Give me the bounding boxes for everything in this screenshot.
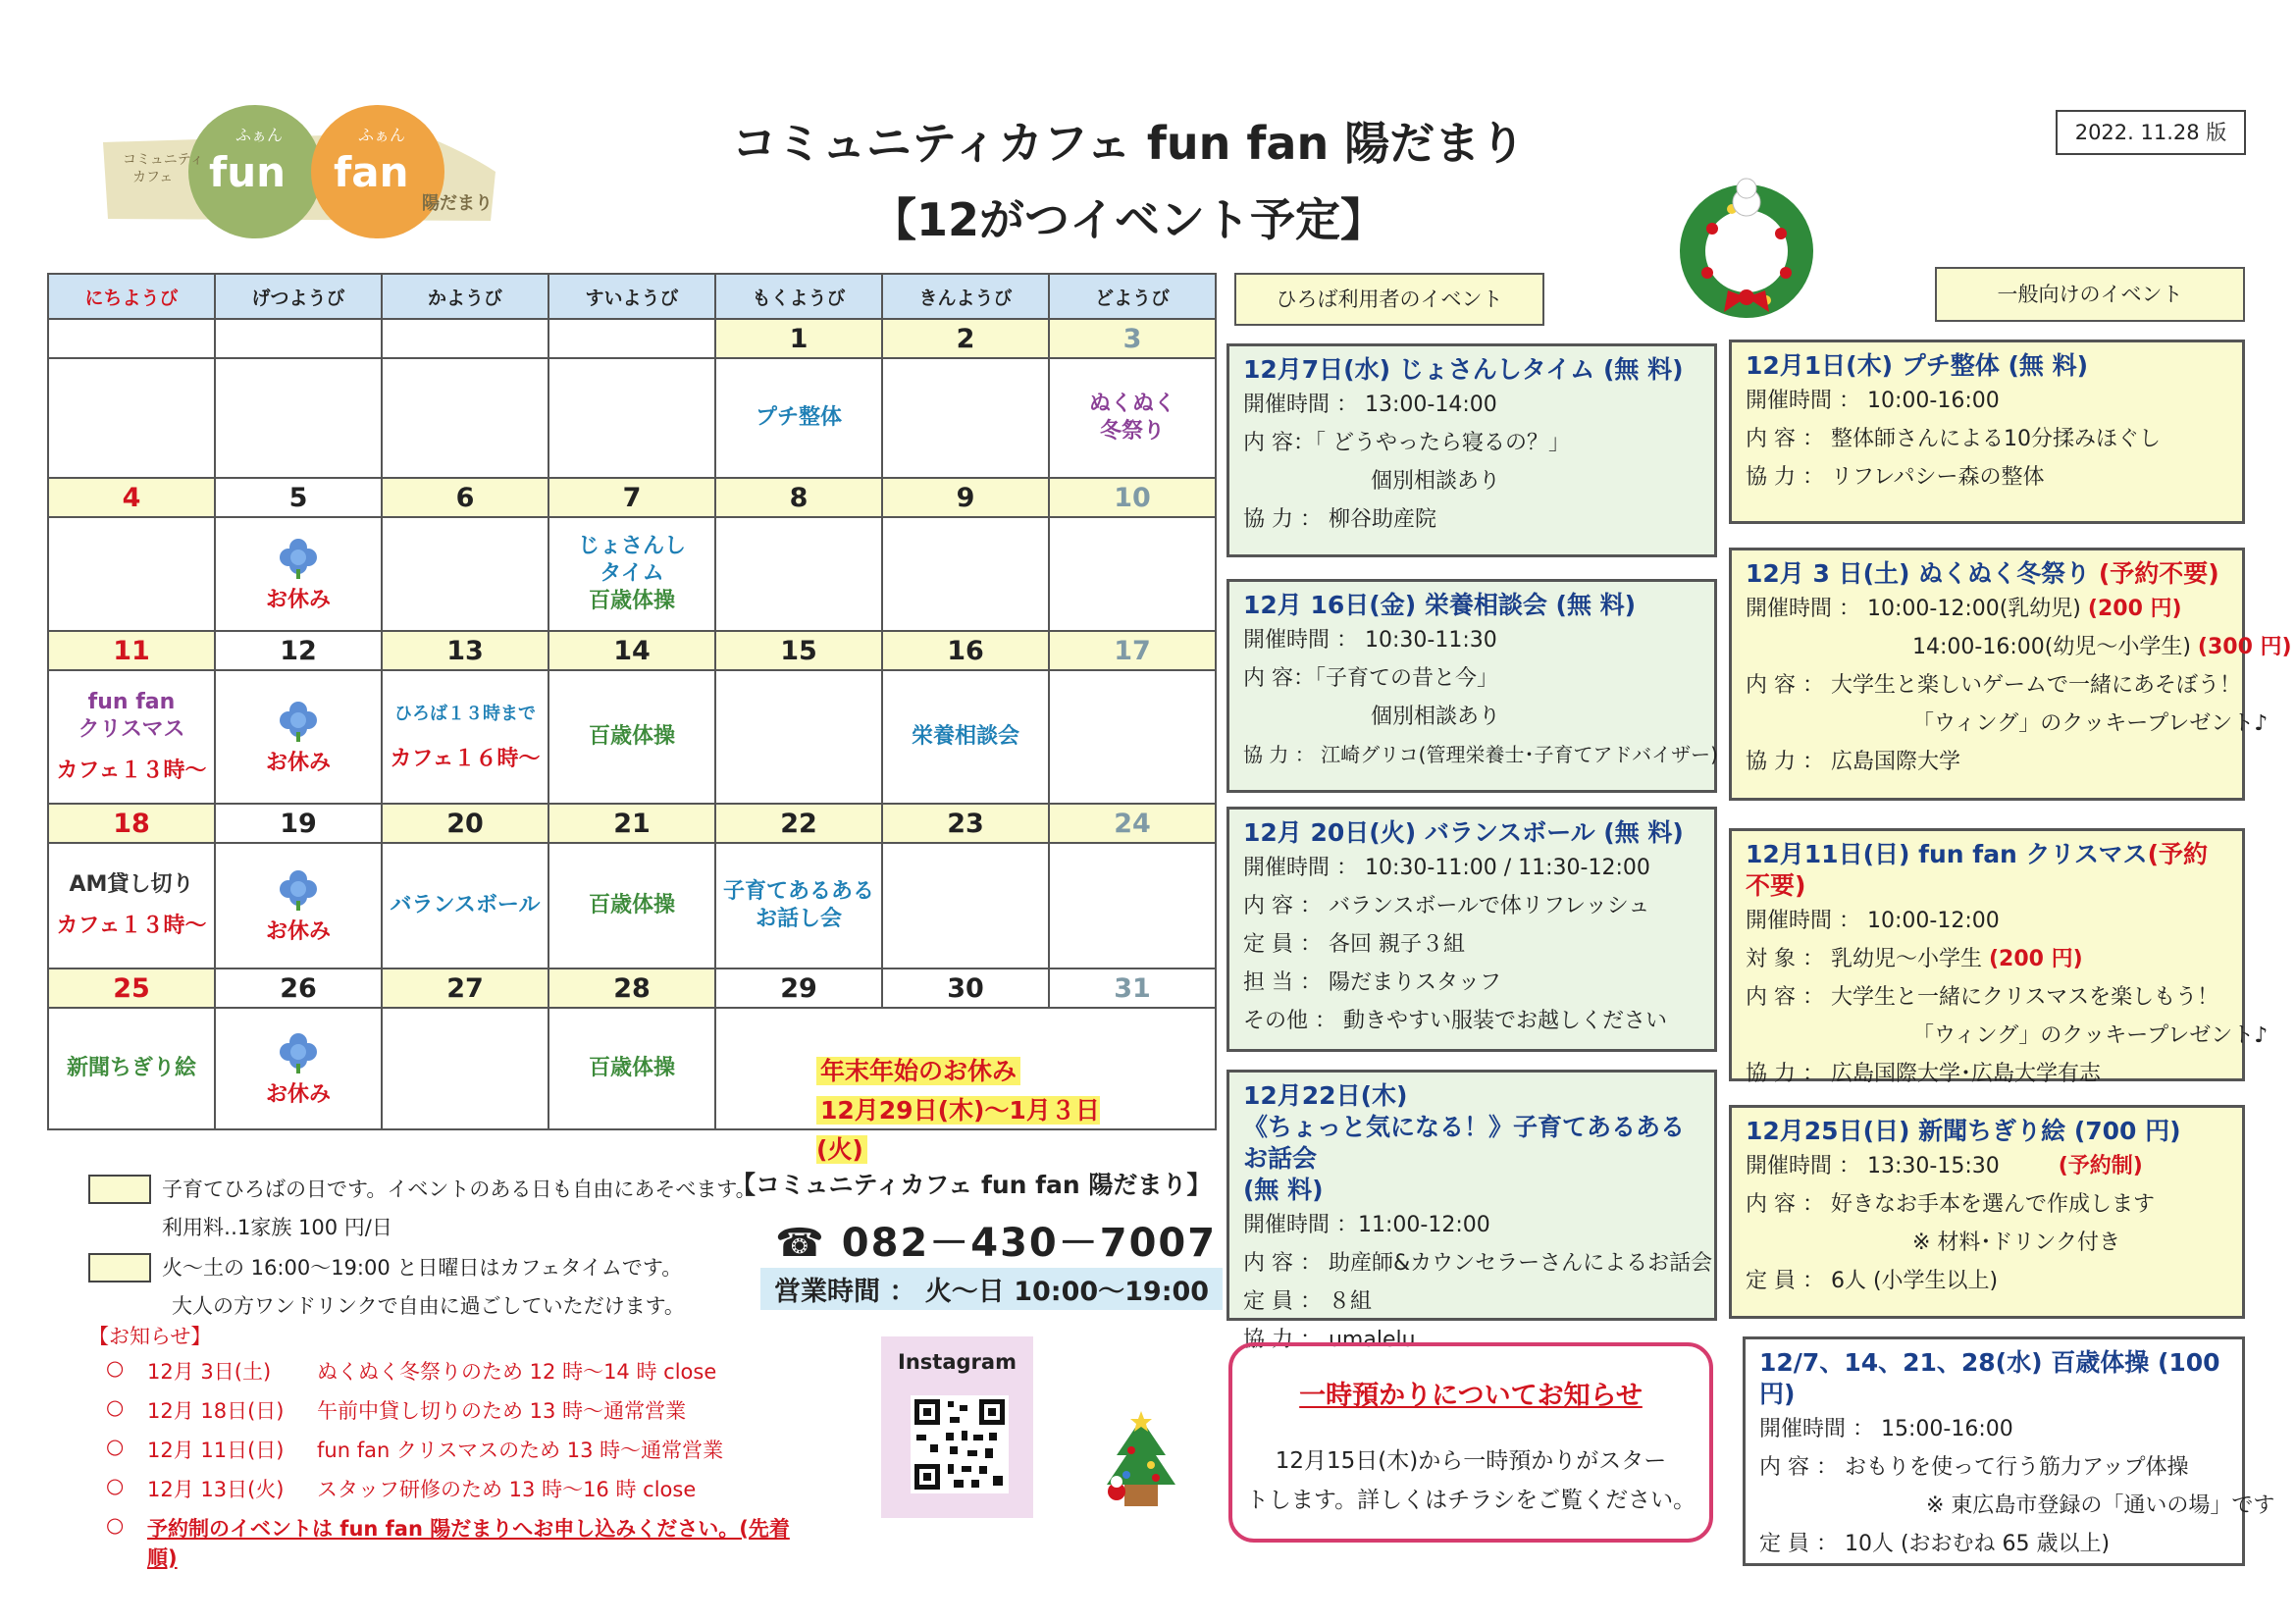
day-cell	[882, 358, 1049, 478]
event-title: 12月7日(水) じょさんしタイム (無 料)	[1243, 355, 1684, 384]
day-number: 6	[382, 478, 548, 517]
event-line: 内 容 ： 助産師&カウンセラーさんによるお話会	[1243, 1251, 1713, 1276]
event-line: 開催時間 ： 10:00-16:00	[1746, 389, 2000, 413]
general-heading: 一般向けのイベント	[1935, 267, 2245, 322]
event-line: 内 容：「子育ての昔と今」	[1243, 666, 1498, 691]
day-cell	[382, 517, 548, 631]
legend-text: 利用料‥1家族 100 円/日	[162, 1216, 392, 1239]
day-cell	[48, 843, 215, 969]
general-event-card	[1729, 340, 2245, 524]
event-line: 内 容 ： 大学生と一緒にクリスマスを楽しもう！	[1746, 985, 2219, 1010]
date-row	[48, 969, 1216, 1008]
hiroba-event-card	[1226, 807, 1717, 1052]
svg-text:fan: fan	[334, 148, 409, 196]
legend-swatch	[88, 1253, 151, 1283]
event-line: 開催時間 ： 13:00-14:00	[1243, 393, 1497, 417]
weekday-header	[48, 274, 1216, 319]
hiroba-event-card	[1226, 343, 1717, 557]
closed-label: お休み	[265, 1081, 331, 1107]
notice-item: ○ 予約制のイベントは fun fan 陽だまりへお申し込みください。(先着順)	[106, 1513, 790, 1570]
event-line: ※ 材料･ドリンク付き	[1912, 1230, 2120, 1255]
day-cell	[548, 1008, 715, 1129]
event-label: クリスマス	[78, 717, 185, 742]
event-title: 12月11日(日) fun fan クリスマス(予約不要)	[1746, 840, 2208, 900]
event-line: 14:00-16:00(幼児～小学生) (300 円)	[1912, 635, 2292, 659]
event-label: タイム	[600, 561, 664, 586]
day-cell	[882, 517, 1049, 631]
day-number: 31	[1049, 969, 1216, 1008]
event-line: 協 力 ： 広島国際大学	[1746, 750, 1960, 774]
event-line: 内 容 ： バランスボールで体リフレッシュ	[1243, 894, 1650, 918]
event-row	[48, 517, 1216, 631]
day-number: 14	[548, 631, 715, 670]
day-number: 10	[1049, 478, 1216, 517]
day-number: 17	[1049, 631, 1216, 670]
day-cell	[215, 358, 382, 478]
event-label: カフェ１３時～	[56, 914, 207, 938]
event-line: 開催時間 ： 10:30-11:30	[1243, 628, 1497, 653]
event-line: 「ウィング」のクッキープレゼント♪	[1912, 711, 2269, 736]
notice-title: 一時預かりについてお知らせ	[1299, 1381, 1643, 1411]
qr-code-icon[interactable]	[911, 1395, 1009, 1493]
svg-text:fun: fun	[209, 148, 287, 196]
weekday-label: にちようび	[48, 274, 215, 319]
phone-number	[775, 1212, 1217, 1268]
instagram-card[interactable]	[881, 1336, 1033, 1518]
event-line: 開催時間 ： 10:00-12:00	[1746, 909, 2000, 933]
event-line: 定 員 ： 6人 (小学生以上)	[1746, 1269, 1999, 1293]
day-cell	[215, 517, 382, 631]
day-number: 18	[48, 804, 215, 843]
event-label: 百歳体操	[588, 724, 675, 749]
general-event-card	[1729, 828, 2269, 1086]
wreath-icon	[1673, 175, 1820, 322]
page-title: コミュニティカフェ fun fan 陽だまり	[731, 117, 1526, 170]
page-subtitle: 【12がつイベント予定】	[870, 193, 1385, 246]
day-number: 30	[882, 969, 1049, 1008]
general-event-card	[1743, 1336, 2275, 1566]
day-cell	[215, 843, 382, 969]
day-number: 11	[48, 631, 215, 670]
event-title: 12月1日(木) プチ整体 (無 料)	[1746, 351, 2088, 380]
event-label: 百歳体操	[588, 589, 675, 613]
event-row	[48, 358, 1216, 478]
event-line: その他 ： 動きやすい服装でお越しください	[1243, 1009, 1667, 1033]
weekday-label: かようび	[382, 274, 548, 319]
event-line: 対 象 ： 乳幼児～小学生 (200 円)	[1746, 947, 2083, 971]
holiday-dates: 12月29日(木)～1月３日(火)	[816, 1096, 1100, 1164]
day-cell	[215, 670, 382, 804]
event-line: 内 容 ： 大学生と楽しいゲームで一緒にあそぼう！	[1746, 673, 2241, 698]
event-line: 定 員 ： ８組	[1243, 1289, 1372, 1314]
day-number: 1	[715, 319, 882, 358]
event-line: 定 員 ： 各回 親子３組	[1243, 932, 1465, 957]
day-cell	[548, 358, 715, 478]
day-cell	[1049, 843, 1216, 969]
day-cell	[548, 670, 715, 804]
notice-item: ○ 12月 11日(日) fun fan クリスマスのため 13 時～通常営業	[106, 1435, 724, 1462]
event-line: 協 力 ： umalelu	[1243, 1328, 1416, 1352]
day-number: 3	[1049, 319, 1216, 358]
flower-icon	[277, 867, 320, 911]
event-line: 協 力 ： リフレパシー森の整体	[1746, 465, 2045, 490]
weekday-label: もくようび	[715, 274, 882, 319]
day-number: 16	[882, 631, 1049, 670]
notice-list	[106, 1356, 793, 1570]
notice-body: 12月15日(木)から一時預かりがスター トします。詳しくはチラシをご覧ください。	[1245, 1448, 1696, 1513]
day-cell	[1049, 358, 1216, 478]
day-number: 13	[382, 631, 548, 670]
day-number: 24	[1049, 804, 1216, 843]
day-number: 15	[715, 631, 882, 670]
event-line: 開催時間 ： 10:30-11:00 / 11:30-12:00	[1243, 856, 1650, 880]
day-number	[215, 319, 382, 358]
temporary-care-notice	[1228, 1342, 1713, 1543]
weekday-label: すいようび	[548, 274, 715, 319]
event-line: 開催時間 ： 15:00-16:00	[1759, 1417, 2013, 1441]
closed-label: お休み	[265, 918, 331, 944]
event-line: ※ 東広島市登録の「通いの場」です	[1926, 1493, 2275, 1518]
day-cell	[215, 1008, 382, 1129]
day-number: 25	[48, 969, 215, 1008]
event-label: 新聞ちぎり絵	[66, 1056, 196, 1080]
event-line: 「ウィング」のクッキープレゼント♪	[1912, 1023, 2269, 1048]
day-number: 29	[715, 969, 882, 1008]
flower-icon	[277, 1030, 320, 1073]
event-label: ひろば１３時まで	[394, 704, 536, 724]
event-label: じょさんし	[577, 534, 686, 558]
event-line: 開催時間 ： 10:00-12:00(乳幼児) (200 円)	[1746, 597, 2182, 621]
flower-icon	[277, 536, 320, 579]
event-label: 百歳体操	[588, 1056, 675, 1080]
event-line: 協 力 ： 柳谷助産院	[1243, 507, 1436, 532]
event-row	[48, 843, 1216, 969]
holiday-title: 年末年始のお休み	[816, 1057, 1020, 1085]
event-label: fun fan	[87, 690, 176, 714]
event-line: 開催時間 ： 13:30-15:30 (予約制)	[1746, 1154, 2143, 1178]
instagram-label: Instagram	[898, 1350, 1017, 1374]
svg-text:陽だまり: 陽だまり	[422, 193, 493, 214]
hiroba-event-card	[1226, 579, 1717, 793]
day-number: 21	[548, 804, 715, 843]
christmas-tree-icon	[1097, 1411, 1185, 1514]
notice-item: ○ 12月 3日(土) ぬくぬく冬祭りのため 12 時～14 時 close	[106, 1356, 717, 1384]
day-cell	[48, 670, 215, 804]
day-cell	[48, 1008, 215, 1129]
day-number: 9	[882, 478, 1049, 517]
day-number: 8	[715, 478, 882, 517]
day-number	[382, 319, 548, 358]
date-row	[48, 631, 1216, 670]
event-line: 協 力 ： 江崎グリコ(管理栄養士･子育てアドバイザー)	[1243, 743, 1718, 766]
day-cell	[715, 517, 882, 631]
event-line: 内 容 ： 好きなお手本を選んで作成します	[1746, 1192, 2155, 1217]
legend-swatch	[88, 1175, 151, 1204]
day-number	[548, 319, 715, 358]
closed-label: お休み	[265, 750, 331, 775]
day-cell	[715, 843, 882, 969]
day-cell	[382, 670, 548, 804]
day-cell	[48, 517, 215, 631]
day-number: 28	[548, 969, 715, 1008]
day-number: 20	[382, 804, 548, 843]
event-label: 子育てあるある	[722, 879, 874, 904]
day-number: 4	[48, 478, 215, 517]
event-line: 協 力 ： 広島国際大学･広島大学有志	[1746, 1062, 2101, 1086]
day-number: 2	[882, 319, 1049, 358]
notice-item: ○ 12月 13日(火) スタッフ研修のため 13 時～16 時 close	[106, 1474, 697, 1501]
event-label: AM貸し切り	[69, 872, 194, 897]
event-label: 冬祭り	[1099, 419, 1165, 444]
phone-icon: ☎	[775, 1221, 826, 1266]
event-line: 内 容 ： おもりを使って行う筋力アップ体操	[1759, 1455, 2189, 1480]
general-event-card	[1729, 548, 2292, 801]
general-event-card	[1729, 1105, 2245, 1319]
day-cell	[548, 843, 715, 969]
event-label: 百歳体操	[588, 893, 675, 917]
phone-text: 082－430－7007	[841, 1221, 1218, 1266]
day-number: 23	[882, 804, 1049, 843]
event-title: 12月 20日(火) バランスボール (無 料)	[1243, 818, 1684, 847]
logo	[93, 103, 525, 250]
day-cell	[715, 670, 882, 804]
notice-item: ○ 12月 18日(日) 午前中貸し切りのため 13 時～通常営業	[106, 1395, 687, 1423]
event-line: 担 当 ： 陽だまりスタッフ	[1243, 970, 1501, 995]
event-label: お話し会	[755, 907, 842, 931]
day-cell	[882, 670, 1049, 804]
weekday-label: どようび	[1049, 274, 1216, 319]
day-number: 19	[215, 804, 382, 843]
event-title: 《ちょっと気になる！》子育てあるあるお話会	[1243, 1113, 1686, 1173]
day-cell	[882, 843, 1049, 969]
day-cell	[1049, 517, 1216, 631]
svg-text:ふぁん: ふぁん	[358, 126, 406, 144]
svg-text:カフェ: カフェ	[132, 170, 174, 185]
event-row	[48, 670, 1216, 804]
day-number: 26	[215, 969, 382, 1008]
day-cell	[715, 358, 882, 478]
legend-text: 火～土の 16:00～19:00 と日曜日はカフェタイムです。	[162, 1256, 683, 1280]
weekday-label: きんようび	[882, 274, 1049, 319]
event-line: 開催時間 ：11:00-12:00	[1243, 1213, 1490, 1237]
cafe-name: 【コミュニティカフェ fun fan 陽だまり】	[731, 1171, 1212, 1199]
day-cell	[382, 358, 548, 478]
day-number: 7	[548, 478, 715, 517]
event-line: 個別相談あり	[1371, 705, 1501, 729]
day-cell	[548, 517, 715, 631]
event-line: 内 容：「 どうやったら寝るの？」	[1243, 431, 1570, 455]
date-row	[48, 478, 1216, 517]
event-label: ぬくぬく	[1088, 392, 1175, 416]
event-line: 内 容 ： 整体師さんによる10分揉みほぐし	[1746, 427, 2161, 451]
calendar	[47, 273, 1217, 1130]
event-title: 12月 3 日(土) ぬくぬく冬祭り (予約不要)	[1746, 559, 2219, 588]
event-label: カフェ１３時～	[56, 759, 207, 783]
day-number: 22	[715, 804, 882, 843]
date-row	[48, 319, 1216, 358]
hiroba-heading: ひろば利用者のイベント	[1234, 273, 1544, 326]
business-hours: 営業時間 ： 火～日 10:00～19:00	[760, 1268, 1223, 1310]
event-title: 12月22日(木)	[1243, 1081, 1408, 1110]
event-label: バランスボール	[390, 893, 541, 917]
event-label: カフェ１６時～	[390, 747, 541, 771]
event-title: 12月25日(日) 新聞ちぎり絵 (700 円)	[1746, 1117, 2181, 1145]
day-number	[48, 319, 215, 358]
hiroba-event-card	[1226, 1070, 1717, 1352]
weekday-label: げつようび	[215, 274, 382, 319]
event-label: プチ整体	[755, 405, 842, 430]
day-cell	[1049, 670, 1216, 804]
day-number: 5	[215, 478, 382, 517]
event-label: 栄養相談会	[911, 724, 1019, 749]
legend-text: 大人の方ワンドリンクで自由に過ごしていただけます。	[172, 1294, 685, 1318]
day-cell	[382, 1008, 548, 1129]
event-line: 個別相談あり	[1371, 469, 1501, 494]
svg-text:ふぁん: ふぁん	[235, 126, 284, 144]
event-line: 定 員 ： 10人 (おおむね 65 歳以上)	[1759, 1532, 2111, 1556]
legend-text: 子育てひろばの日です。イベントのある日も自由にあそべます。	[162, 1178, 757, 1201]
event-title: 12/7、14、21、28(水) 百歳体操 (100 円)	[1759, 1348, 2220, 1408]
day-number: 27	[382, 969, 548, 1008]
event-title: 12月 16日(金) 栄養相談会 (無 料)	[1243, 591, 1637, 619]
closed-label: お休み	[265, 587, 331, 612]
day-number: 12	[215, 631, 382, 670]
date-row	[48, 804, 1216, 843]
svg-text:コミュニティ: コミュニティ	[123, 152, 204, 168]
year-end-holiday	[816, 1052, 1150, 1170]
version-badge: 2022. 11.28 版	[2056, 110, 2246, 155]
notice-heading: 【お知らせ】	[88, 1325, 212, 1348]
day-cell	[48, 358, 215, 478]
flower-icon	[277, 699, 320, 742]
day-cell	[382, 843, 548, 969]
event-title: (無 料)	[1243, 1176, 1324, 1204]
